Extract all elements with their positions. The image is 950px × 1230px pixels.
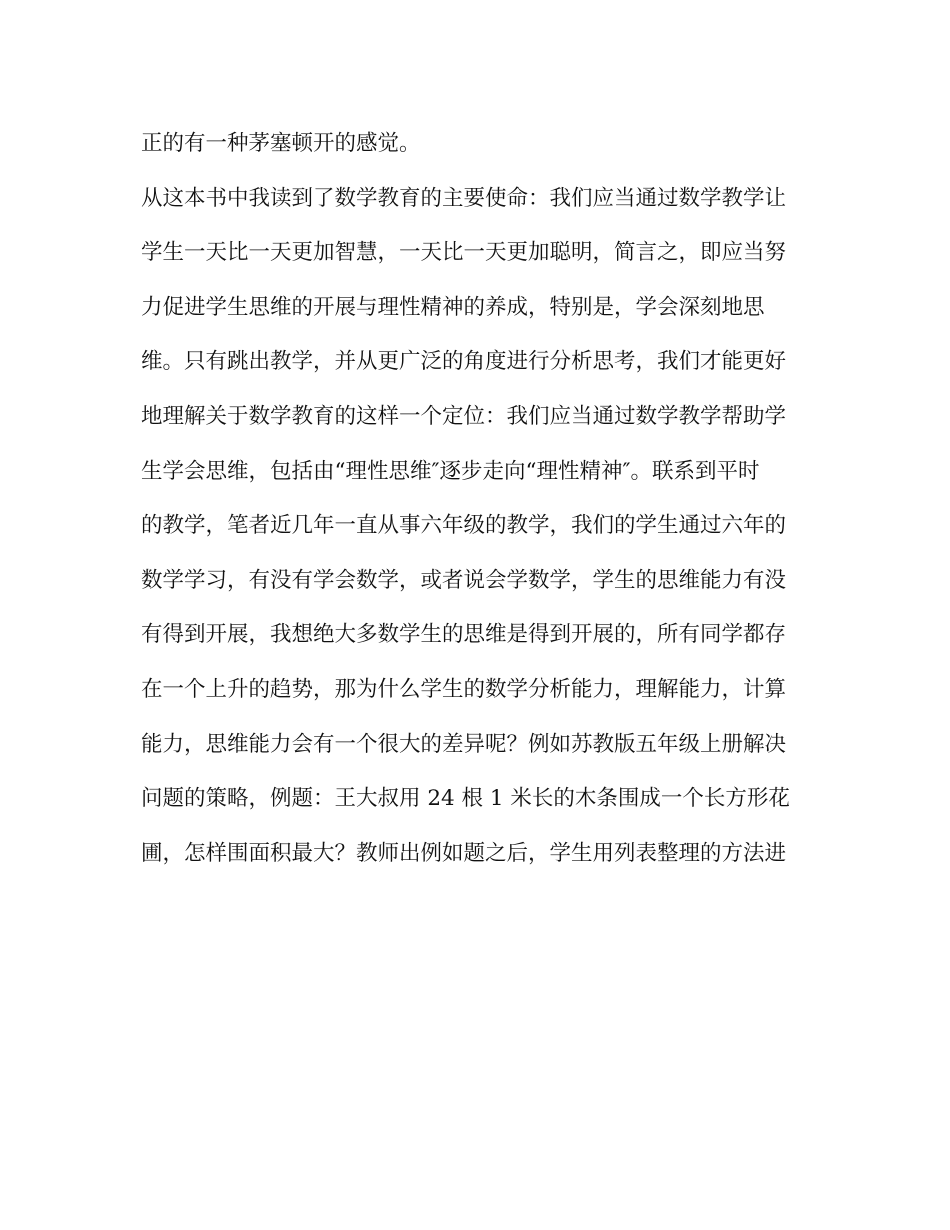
body-text (141, 122, 821, 886)
text-line: 的教学，笔者近几年一直从事六年级的教学，我们的学生通过六年的 (141, 513, 787, 539)
text-line: 有得到开展，我想绝大多数学生的思维是得到开展的，所有同学都存 (141, 622, 787, 648)
text-line: 维。只有跳出教学，并从更广泛的角度进行分析思考，我们才能更好 (141, 349, 787, 375)
text-line: 地理解关于数学教育的这样一个定位：我们应当通过数学教学帮助学 (141, 403, 787, 429)
text-line: 在一个上升的趋势，那为什么学生的数学分析能力，理解能力，计算 (141, 676, 787, 702)
text-line: 圃，怎样围面积最大？教师出例如题之后，学生用列表整理的方法进 (141, 840, 787, 866)
text-line: 数学学习，有没有学会数学，或者说会学数学，学生的思维能力有没 (141, 567, 787, 593)
text-line: 能力，思维能力会有一个很大的差异呢？例如苏教版五年级上册解决 (141, 731, 787, 757)
text-line: 问题的策略，例题：王大叔用 24 根 1 米长的木条围成一个长方形花 (141, 786, 790, 812)
text-line: 从这本书中我读到了数学教育的主要使命：我们应当通过数学教学让 (141, 185, 787, 211)
text-line: 生学会思维，包括由“理性思维″逐步走向“理性精神″。联系到平时 (141, 458, 760, 484)
text-line: 正的有一种茅塞顿开的感觉。 (141, 131, 421, 156)
text-line: 学生一天比一天更加智慧，一天比一天更加聪明，简言之，即应当努 (141, 240, 787, 266)
text-line: 力促进学生思维的开展与理性精神的养成，特别是，学会深刻地思 (141, 294, 765, 320)
